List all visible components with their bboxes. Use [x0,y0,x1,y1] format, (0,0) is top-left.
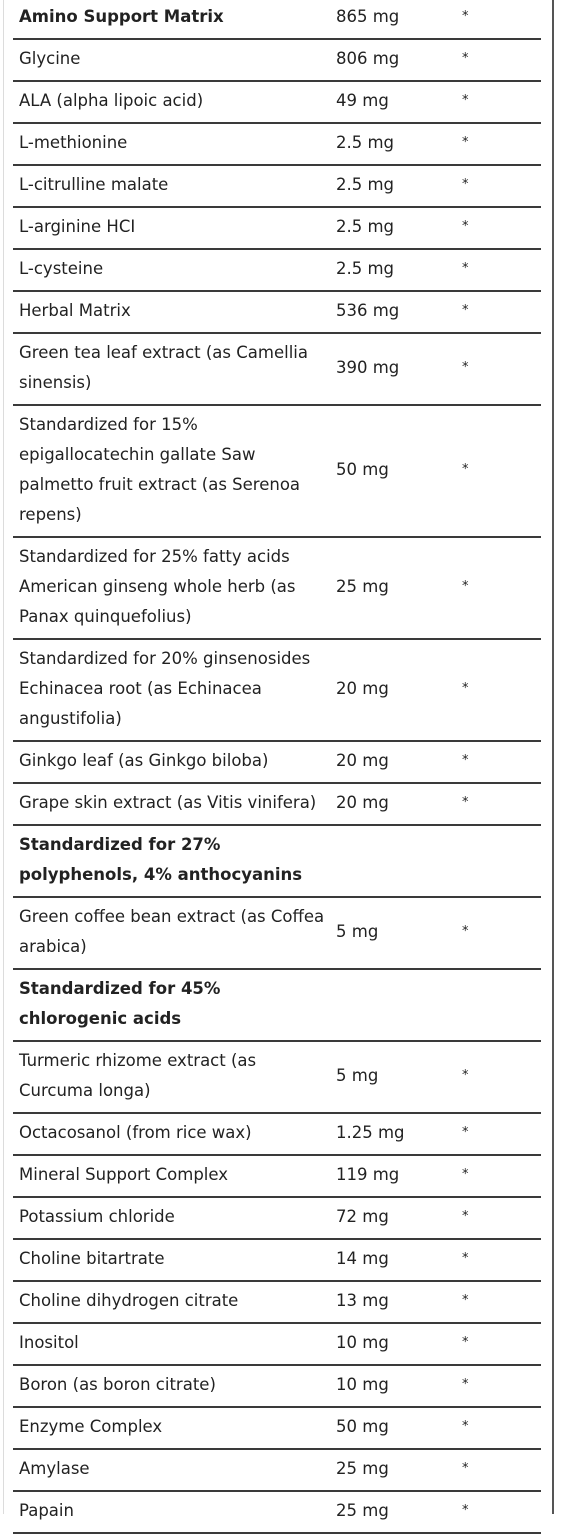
table-row [13,1365,541,1407]
ingredient-amount: 10 mg [336,1375,389,1394]
ingredient-name: Standardized for 25% fatty acids American ginseng whole herb (as Panax quinquefolius) [19,547,296,626]
daily-value: * [462,579,469,594]
daily-value: * [462,1503,469,1518]
table-row [13,165,541,207]
ingredient-name: L-citrulline malate [19,175,169,194]
table-row [13,1113,541,1155]
daily-value: * [462,1377,469,1392]
daily-value: * [462,177,469,192]
ingredient-amount: 2.5 mg [336,175,395,194]
daily-value: * [462,1251,469,1266]
daily-value: * [462,360,469,375]
table-row [13,537,541,639]
ingredient-amount: 5 mg [336,922,379,941]
daily-value [450,969,541,1041]
ingredient-name: Standardized for 20% ginsenosides Echinacea root (as Echinacea angustifolia) [19,649,311,728]
table-row [13,1197,541,1239]
table-row [13,0,541,39]
daily-value [450,825,541,897]
table-row [13,207,541,249]
table-row [13,81,541,123]
daily-value: * [462,924,469,939]
ingredient-amount: 5 mg [336,1066,379,1085]
daily-value: * [462,1335,469,1350]
daily-value: * [462,1209,469,1224]
table-row [13,1491,541,1533]
ingredient-name: Boron (as boron citrate) [19,1375,216,1394]
ingredient-name: Amino Support Matrix [19,7,224,26]
table-row [13,1323,541,1365]
daily-value: * [462,1419,469,1434]
ingredient-amount [328,825,450,897]
ingredient-amount: 50 mg [336,1417,389,1436]
ingredient-amount: 865 mg [336,7,400,26]
ingredient-name: Inositol [19,1333,79,1352]
daily-value: * [462,1167,469,1182]
ingredient-amount [328,969,450,1041]
ingredient-name: Standardized for 15% epigallocatechin gallate Saw palmetto fruit extract (as Serenoa repens) [19,415,301,524]
ingredient-amount: 1.25 mg [336,1123,405,1142]
daily-value: * [462,135,469,150]
ingredient-name: L-arginine HCI [19,217,136,236]
ingredient-name: Standardized for 27% polyphenols, 4% anthocyanins [19,835,303,884]
table-row [13,825,541,897]
table-row [13,39,541,81]
table-row [13,1041,541,1113]
table-row [13,333,541,405]
ingredient-amount: 806 mg [336,49,400,68]
ingredient-name: Green coffee bean extract (as Coffea arabica) [19,907,325,956]
ingredient-amount: 2.5 mg [336,133,395,152]
ingredient-amount: 2.5 mg [336,217,395,236]
ingredient-name: Choline bitartrate [19,1249,165,1268]
daily-value: * [462,261,469,276]
ingredient-name: Papain [19,1501,74,1520]
ingredient-amount: 536 mg [336,301,400,320]
ingredient-name: Ginkgo leaf (as Ginkgo biloba) [19,751,269,770]
daily-value: * [462,753,469,768]
daily-value: * [462,219,469,234]
table-row [13,897,541,969]
table-row [13,405,541,537]
ingredient-name: Standardized for 45% chlorogenic acids [19,979,221,1028]
daily-value: * [462,1068,469,1083]
ingredient-amount: 25 mg [336,1459,389,1478]
ingredients-table [13,0,541,1534]
ingredient-name: Choline dihydrogen citrate [19,1291,239,1310]
ingredients-table-body [13,0,541,1533]
daily-value: * [462,1125,469,1140]
table-row [13,639,541,741]
daily-value: * [462,1461,469,1476]
ingredient-amount: 14 mg [336,1249,389,1268]
ingredient-amount: 20 mg [336,679,389,698]
table-row [13,123,541,165]
table-row [13,783,541,825]
ingredient-name: Potassium chloride [19,1207,175,1226]
ingredient-amount: 72 mg [336,1207,389,1226]
daily-value: * [462,93,469,108]
daily-value: * [462,9,469,24]
ingredient-name: Grape skin extract (as Vitis vinifera) [19,793,317,812]
ingredient-amount: 25 mg [336,577,389,596]
table-row [13,1281,541,1323]
ingredient-amount: 119 mg [336,1165,400,1184]
table-row [13,1407,541,1449]
table-row [13,1239,541,1281]
ingredient-amount: 20 mg [336,793,389,812]
ingredient-name: Green tea leaf extract (as Camellia sinensis) [19,343,308,392]
daily-value: * [462,303,469,318]
table-row [13,741,541,783]
table-row [13,1155,541,1197]
ingredient-amount: 13 mg [336,1291,389,1310]
ingredient-amount: 20 mg [336,751,389,770]
ingredient-name: Octacosanol (from rice wax) [19,1123,252,1142]
ingredient-amount: 2.5 mg [336,259,395,278]
ingredient-name: Turmeric rhizome extract (as Curcuma longa) [19,1051,257,1100]
ingredient-name: Glycine [19,49,81,68]
ingredient-amount: 25 mg [336,1501,389,1520]
daily-value: * [462,462,469,477]
daily-value: * [462,1293,469,1308]
ingredient-name: Amylase [19,1459,90,1478]
daily-value: * [462,51,469,66]
ingredient-name: Enzyme Complex [19,1417,163,1436]
table-row [13,969,541,1041]
ingredient-name: L-methionine [19,133,128,152]
ingredient-amount: 390 mg [336,358,400,377]
ingredient-name: ALA (alpha lipoic acid) [19,91,204,110]
daily-value: * [462,795,469,810]
ingredient-amount: 49 mg [336,91,389,110]
ingredient-name: Mineral Support Complex [19,1165,228,1184]
table-row [13,291,541,333]
ingredient-amount: 50 mg [336,460,389,479]
ingredient-name: L-cysteine [19,259,104,278]
ingredient-name: Herbal Matrix [19,301,131,320]
ingredient-amount: 10 mg [336,1333,389,1352]
table-row [13,1449,541,1491]
table-row [13,249,541,291]
daily-value: * [462,681,469,696]
